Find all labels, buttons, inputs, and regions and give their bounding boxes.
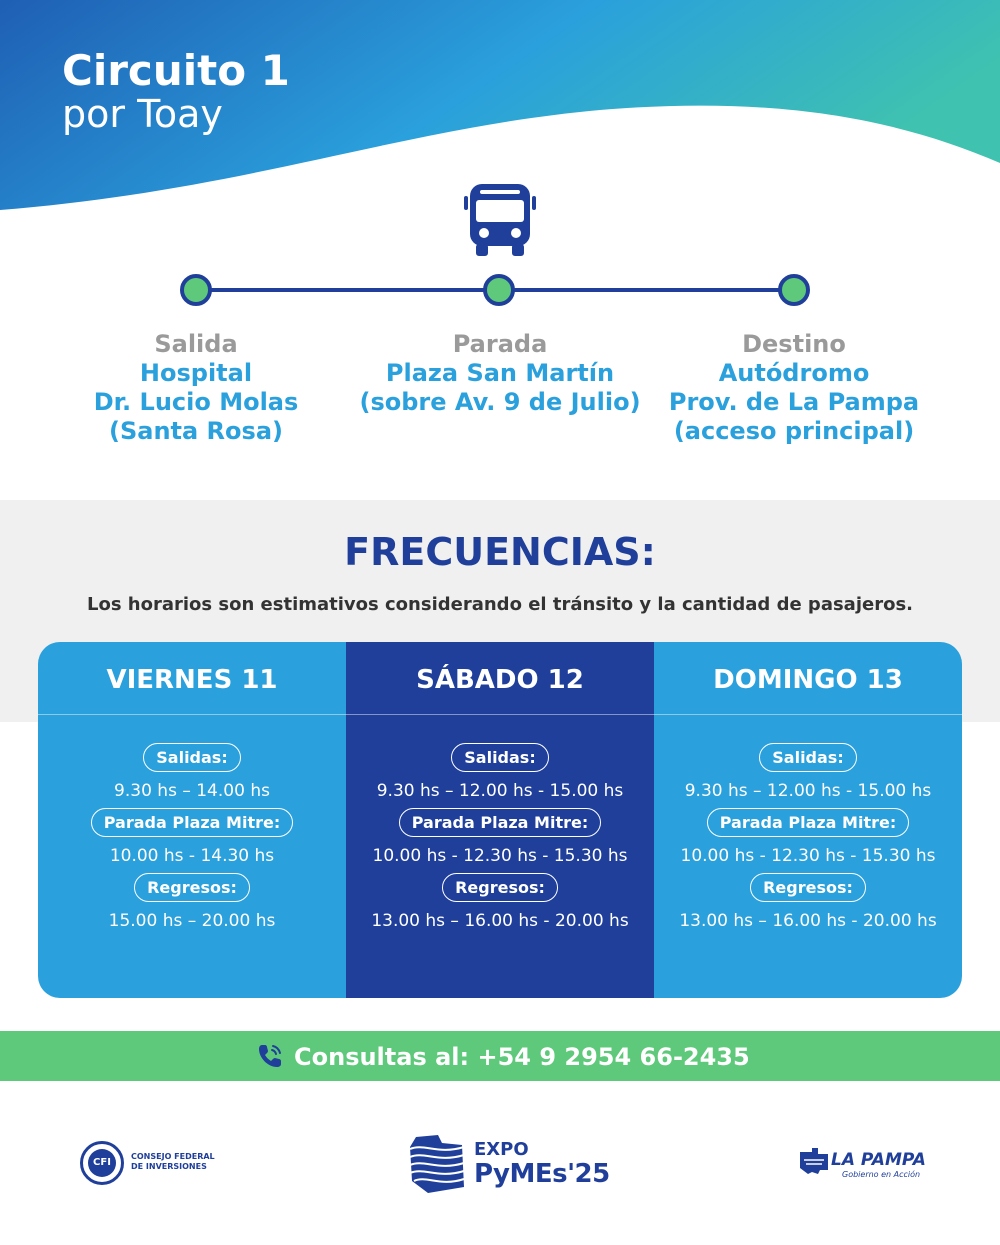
cfi-logo (80, 1140, 230, 1186)
stop-label: Salida (154, 330, 238, 358)
frequencies-title: FRECUENCIAS: (344, 530, 656, 574)
page-title: Circuito 1 (62, 46, 290, 95)
stop-dot-parada (483, 274, 515, 306)
salidas-label: Salidas: (143, 743, 240, 772)
day-header: VIERNES 11 (38, 642, 346, 715)
stop-name-line: Hospital (139, 359, 253, 387)
contact-phone[interactable]: Consultas al: +54 9 2954 66-2435 (294, 1043, 750, 1071)
cfi-name-line: CONSEJO FEDERAL (131, 1152, 215, 1161)
stop-name-line: Autódromo (718, 359, 870, 387)
parada-label: Parada Plaza Mitre: (399, 808, 601, 837)
stop-dot-salida (180, 274, 212, 306)
parada-label: Parada Plaza Mitre: (91, 808, 293, 837)
expo-label: EXPO (474, 1139, 529, 1160)
day-column-sabado (346, 642, 654, 998)
parada-times: 10.00 hs - 14.30 hs (109, 846, 275, 866)
stop-name-line: (sobre Av. 9 de Julio) (359, 388, 641, 416)
regresos-times: 15.00 hs – 20.00 hs (108, 911, 276, 931)
day-column-domingo (654, 642, 962, 998)
stop-name-line: Dr. Lucio Molas (93, 388, 299, 416)
stop-parada (350, 330, 650, 417)
phone-icon (256, 1042, 284, 1070)
stop-label: Parada (452, 330, 548, 358)
parada-label: Parada Plaza Mitre: (707, 808, 909, 837)
regresos-label: Regresos: (442, 873, 558, 902)
stop-name-line: Plaza San Martín (385, 359, 615, 387)
la-pampa-tagline: Gobierno en Acción (842, 1170, 921, 1179)
expo-pymes-label: PyMEs'25 (474, 1159, 610, 1189)
stop-salida (46, 330, 346, 446)
la-pampa-province-icon (798, 1146, 830, 1176)
regresos-times: 13.00 hs – 16.00 hs - 20.00 hs (679, 911, 937, 931)
parada-times: 10.00 hs - 12.30 hs - 15.30 hs (372, 846, 628, 866)
day-column-viernes (38, 642, 346, 998)
salidas-label: Salidas: (451, 743, 548, 772)
stop-name-line: Prov. de La Pampa (668, 388, 920, 416)
stop-destino (644, 330, 944, 446)
schedule-table (38, 642, 962, 998)
bus-icon (464, 180, 536, 258)
stop-dot-destino (778, 274, 810, 306)
salidas-times: 9.30 hs – 12.00 hs - 15.00 hs (376, 781, 624, 801)
regresos-label: Regresos: (750, 873, 866, 902)
stop-name-line: (acceso principal) (673, 417, 915, 445)
cfi-name-line: DE INVERSIONES (131, 1162, 207, 1171)
stop-name-line: (Santa Rosa) (109, 417, 283, 445)
regresos-label: Regresos: (134, 873, 250, 902)
regresos-times: 13.00 hs – 16.00 hs - 20.00 hs (371, 911, 629, 931)
la-pampa-logo (798, 1146, 928, 1186)
cfi-mark: CFI (88, 1149, 116, 1177)
stop-label: Destino (742, 330, 846, 358)
salidas-label: Salidas: (759, 743, 856, 772)
day-header: DOMINGO 13 (654, 642, 962, 715)
salidas-times: 9.30 hs – 14.00 hs (114, 781, 270, 801)
salidas-times: 9.30 hs – 12.00 hs - 15.00 hs (684, 781, 932, 801)
parada-times: 10.00 hs - 12.30 hs - 15.30 hs (680, 846, 936, 866)
expo-pymes-logo (408, 1133, 610, 1195)
frequencies-note: Los horarios son estimativos considerando el tránsito y la cantidad de pasajeros. (86, 594, 913, 615)
expo-wave-icon (408, 1133, 466, 1195)
day-header: SÁBADO 12 (346, 642, 654, 715)
page-subtitle: por Toay (62, 92, 223, 136)
la-pampa-name: LA PAMPA (831, 1150, 926, 1170)
contact-bar (0, 1031, 1000, 1081)
